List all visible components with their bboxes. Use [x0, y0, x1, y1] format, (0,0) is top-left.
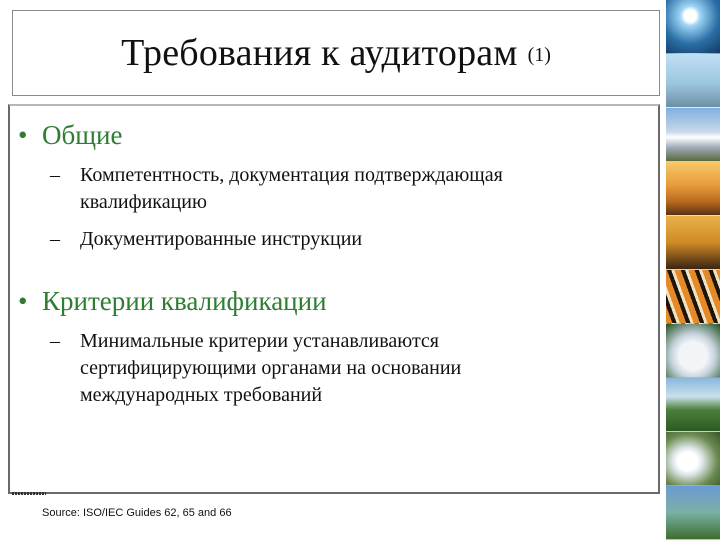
photo-strip [666, 0, 720, 540]
horse-photo [666, 54, 720, 108]
content-box [8, 104, 660, 494]
list-item [50, 328, 610, 409]
slide-title: Требования к аудиторам [121, 32, 518, 74]
dash-icon: – [50, 228, 60, 250]
dash-icon: – [50, 164, 60, 186]
source-note: Source: ISO/IEC Guides 62, 65 and 66 [42, 507, 232, 519]
reeds-sunset-photo [666, 216, 720, 270]
list-item-line: Компетентность, документация подтверждающая [80, 164, 503, 186]
dash-icon: – [50, 330, 60, 352]
snowy-tree-photo [666, 324, 720, 378]
white-bird-photo [666, 432, 720, 486]
section-heading-label: Общие [42, 120, 123, 150]
list-item-line: международных требований [80, 384, 323, 406]
section-heading-general [18, 122, 122, 149]
sky-sun-photo [666, 0, 720, 54]
bullet-dot-icon: • [18, 120, 28, 150]
landscape-photo [666, 486, 720, 540]
sunset-field-photo [666, 162, 720, 216]
list-item-line: Минимальные критерии устанавливаются [80, 330, 440, 352]
list-item-line: Документированные инструкции [80, 228, 363, 250]
list-item-line: квалификацию [80, 191, 207, 213]
section-heading-criteria [18, 288, 327, 315]
slide-title-box [12, 10, 660, 96]
small-mark-decoration [12, 492, 46, 495]
list-item-line: сертифицирующими органами на основании [80, 357, 462, 379]
list-item [50, 162, 610, 216]
slide-title-number: (1) [527, 43, 551, 66]
section-heading-label: Критерии квалификации [42, 286, 327, 316]
mountains-photo [666, 108, 720, 162]
tiger-photo [666, 270, 720, 324]
valley-photo [666, 378, 720, 432]
list-item [50, 226, 610, 253]
bullet-dot-icon: • [18, 286, 28, 316]
